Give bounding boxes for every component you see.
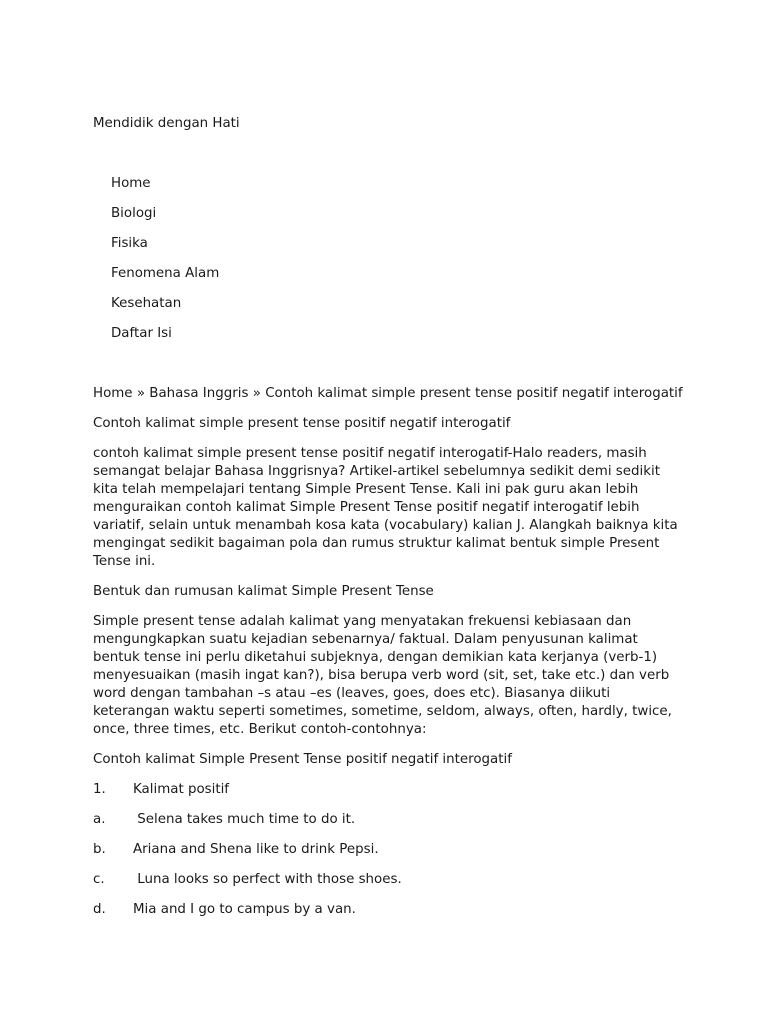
list-text: Ariana and Shena like to drink Pepsi. (133, 842, 379, 857)
nav-item-fenomena-alam[interactable]: Fenomena Alam (111, 266, 220, 281)
list-item (93, 841, 683, 871)
list-item (93, 901, 683, 931)
nav-item-daftar-isi[interactable]: Daftar Isi (111, 326, 172, 341)
nav-item-kesehatan[interactable]: Kesehatan (111, 296, 182, 311)
list-marker: a. (93, 812, 106, 827)
list-text: Selena takes much time to do it. (133, 812, 356, 827)
nav-item-home[interactable]: Home (111, 176, 151, 191)
section-body: Simple present tense adalah kalimat yang menyatakan frekuensi kebiasaan dan mengungkapkan suatu kejadian sebenarnya/ faktual. Dalam penyusunan kalimat bentuk tense ini perlu diketahui subjeknya, dengan demikian kata kerjanya (verb-1) menyesuaikan (masih ingat kan?), bisa berupa verb word (sit, set, take etc.) dan verb word dengan tambahan –s atau –es (leaves, goes, does etc). Biasanya diikuti keterangan waktu seperti sometimes, sometime, seldom, always, often, hardly, twice, once, three times, etc. Berikut contoh-contohnya: (93, 614, 672, 737)
article-title: Contoh kalimat simple present tense positif negatif interogatif (93, 416, 511, 431)
list-marker: 1. (93, 782, 106, 797)
breadcrumb-separator: » (136, 386, 146, 401)
example-list (93, 781, 683, 931)
breadcrumb (93, 385, 683, 403)
breadcrumb-current: Contoh kalimat simple present tense positif negatif interogatif (265, 386, 683, 401)
article-content (93, 385, 683, 931)
list-marker: c. (93, 872, 105, 887)
nav-item-fisika[interactable]: Fisika (111, 236, 148, 251)
section-heading: Bentuk dan rumusan kalimat Simple Present Tense (93, 584, 434, 599)
list-text: Mia and I go to campus by a van. (133, 902, 356, 917)
list-marker: b. (93, 842, 106, 857)
article-intro: contoh kalimat simple present tense positif negatif interogatif-Halo readers, masih semangat belajar Bahasa Inggrisnya? Artikel-artikel sebelumnya sedikit demi sedikit kita telah mempelajari tentang Simple Present Tense. Kali ini pak guru akan lebih menguraikan contoh kalimat Simple Present Tense positif negatif interogatif lebih variatif, selain untuk menambah kosa kata (vocabulary) kalian J. Alangkah baiknya kita mengingat sedikit bagaiman pola dan rumus struktur kalimat bentuk simple Present Tense ini. (93, 446, 678, 569)
list-item (93, 811, 683, 841)
list-text: Kalimat positif (133, 782, 230, 797)
section-heading: Contoh kalimat Simple Present Tense positif negatif interogatif (93, 752, 512, 767)
list-item (93, 871, 683, 901)
nav-menu (111, 175, 219, 355)
site-title: Mendidik dengan Hati (93, 116, 240, 131)
list-marker: d. (93, 902, 106, 917)
breadcrumb-category-link[interactable]: Bahasa Inggris (149, 386, 249, 401)
list-text: Luna looks so perfect with those shoes. (133, 872, 402, 887)
list-item (93, 781, 683, 811)
breadcrumb-separator: » (252, 386, 261, 401)
breadcrumb-home-link[interactable]: Home (93, 386, 133, 401)
nav-item-biologi[interactable]: Biologi (111, 206, 157, 221)
